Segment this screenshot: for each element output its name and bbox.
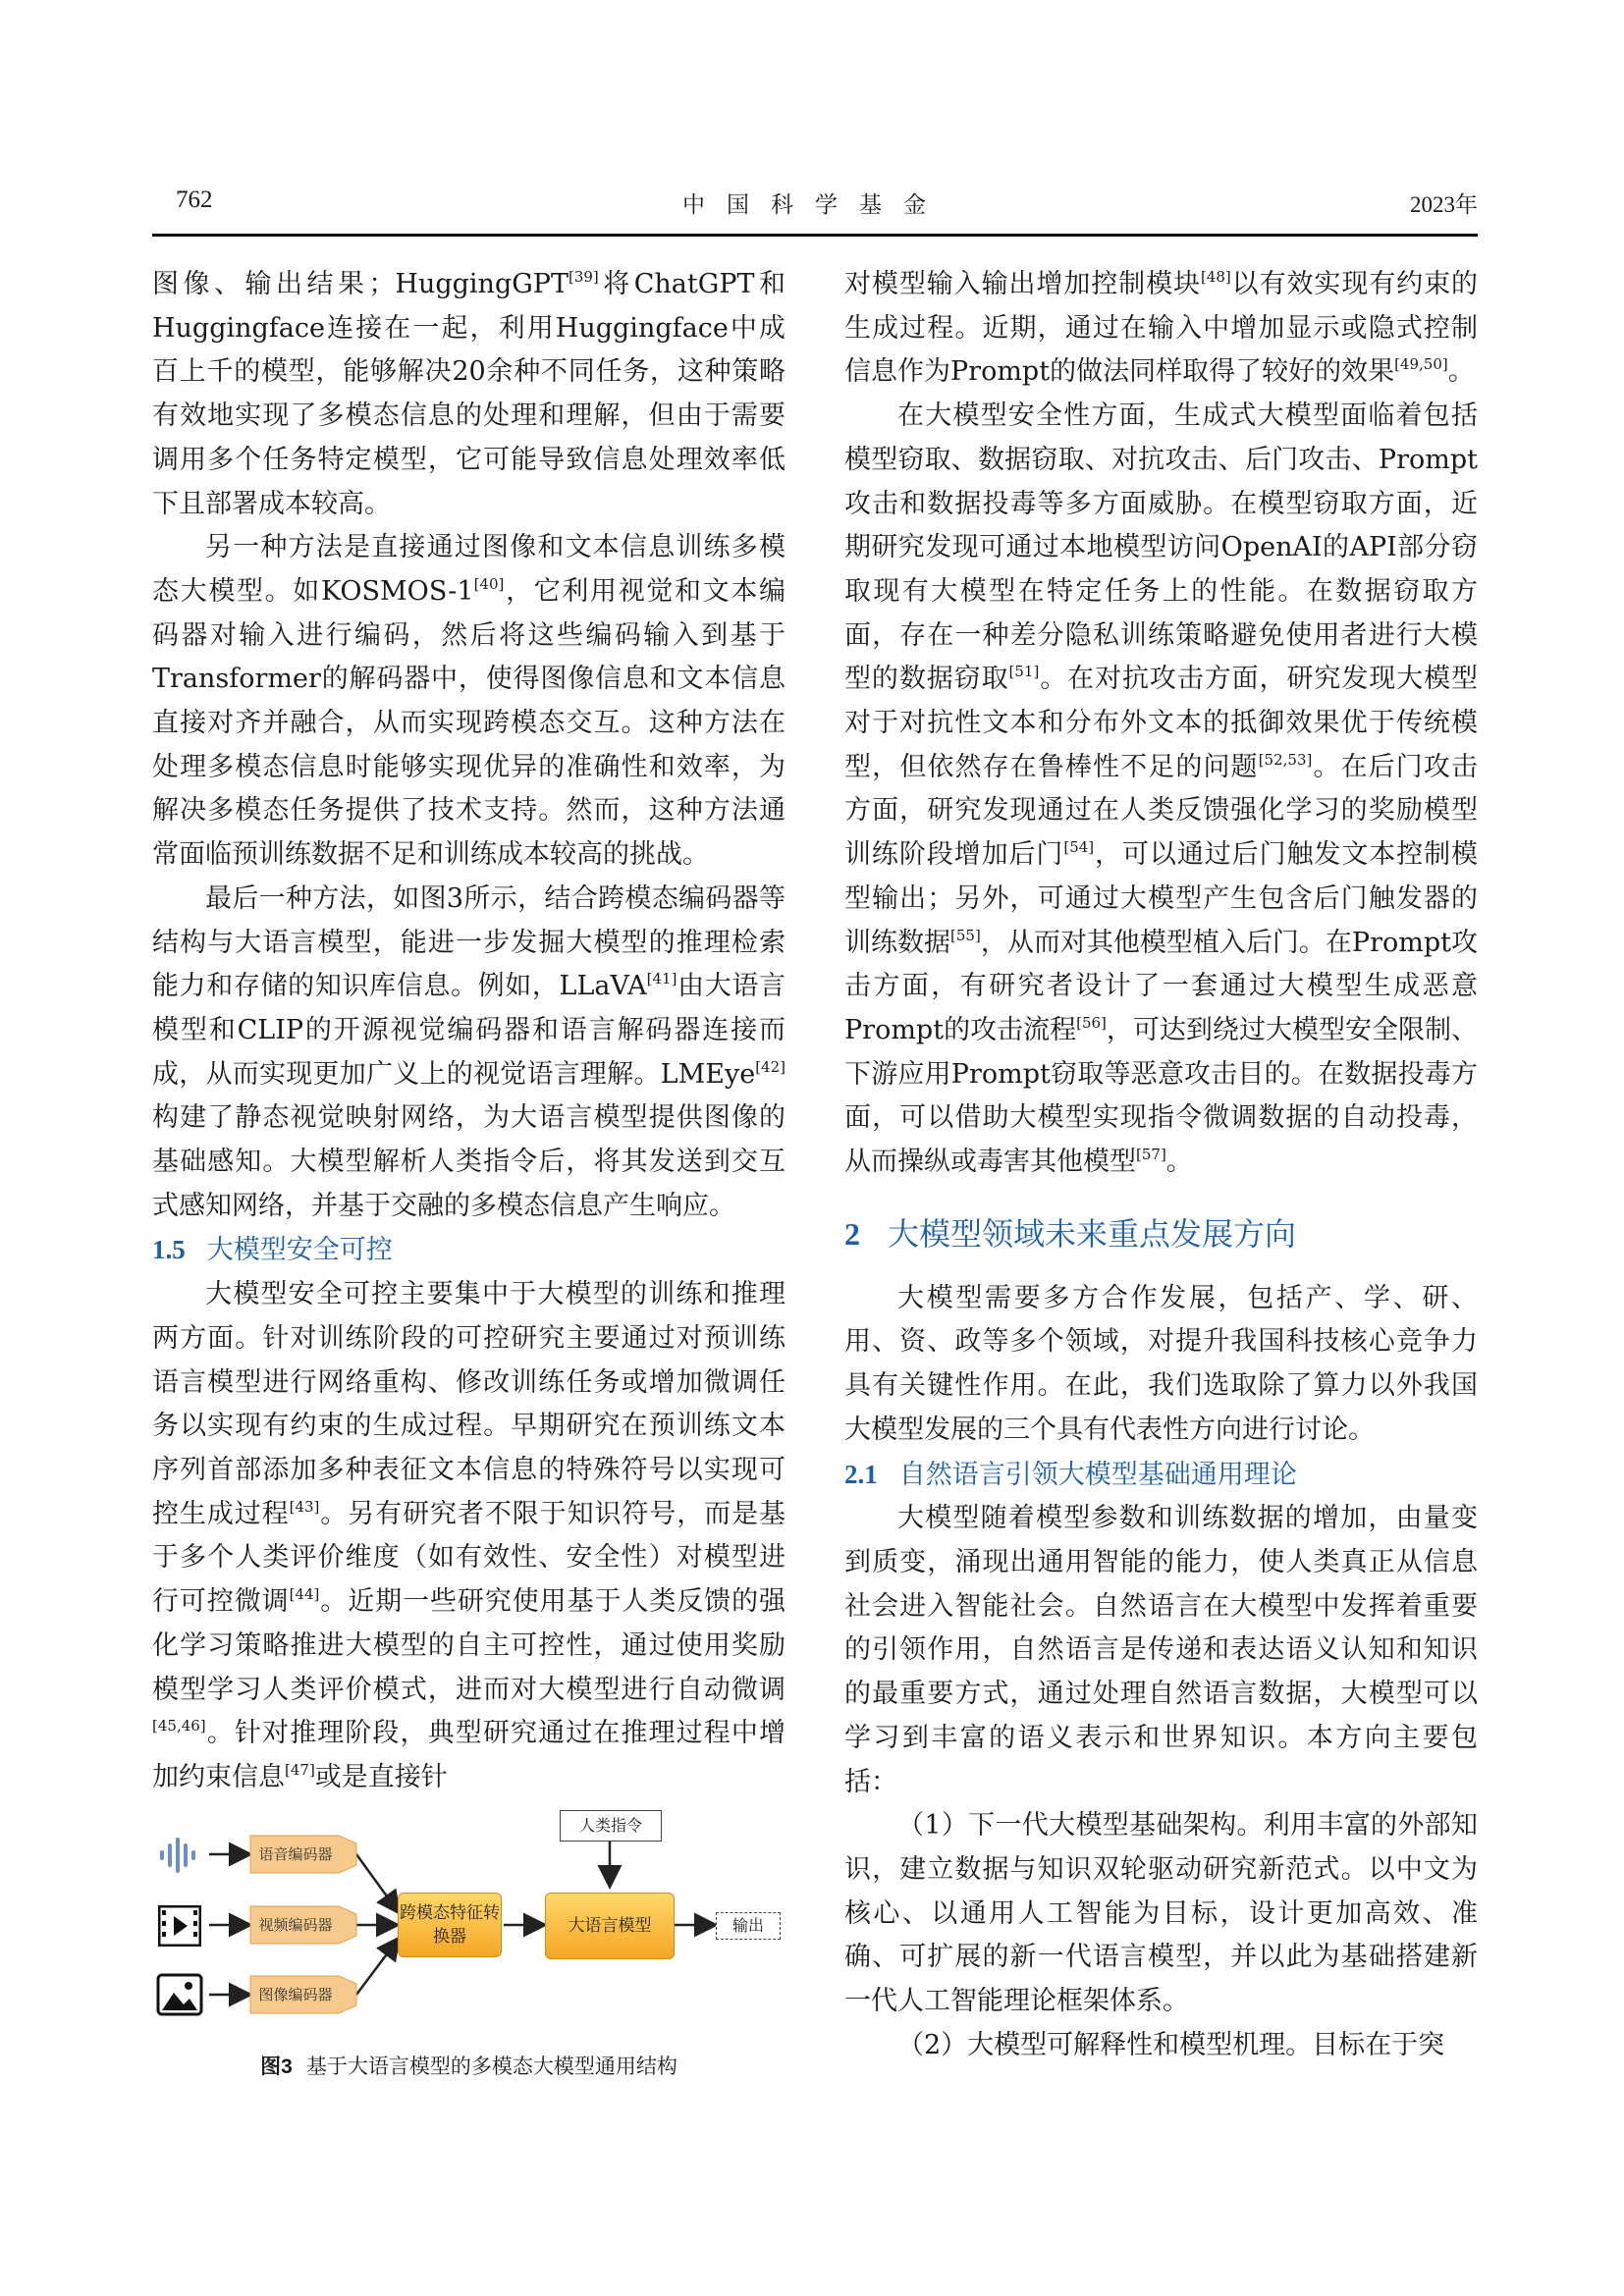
citation[interactable]: [57] bbox=[1136, 1146, 1166, 1164]
journal-title: 中国科学基金 bbox=[682, 192, 947, 218]
citation[interactable]: [45,46] bbox=[152, 1717, 206, 1735]
section-heading-1-5: 1.5 大模型安全可控 bbox=[152, 1235, 393, 1266]
citation[interactable]: [52,53] bbox=[1258, 750, 1313, 769]
paragraph: （2）大模型可解释性和模型机理。目标在于突 bbox=[897, 2029, 1445, 2060]
citation[interactable]: [54] bbox=[1063, 838, 1095, 857]
figure-caption: 图3 基于大语言模型的多模态大模型通用结构 bbox=[260, 2054, 677, 2078]
paragraph: 大模型随着模型参数和训练数据的增加，由量变到质变，涌现出通用智能的能力，使人类真正从信息社会进入智能社会。自然语言在大模型中发挥着重要的引领作用，自然语言是传递和表达语义认知和知识的最重要方式，通过处理自然语言数据，大模型可以学习到丰富的语义表示和世界知识。本方向主要包括： bbox=[844, 1503, 1478, 1797]
output-box: 输出 bbox=[716, 1912, 781, 1940]
citation[interactable]: [43] bbox=[289, 1497, 320, 1516]
citation[interactable]: [42] bbox=[755, 1057, 785, 1076]
citation[interactable]: [41] bbox=[646, 970, 677, 988]
speech-encoder: 语音编码器 bbox=[258, 1844, 333, 1863]
citation[interactable]: [47] bbox=[285, 1760, 315, 1779]
image-encoder: 图像编码器 bbox=[258, 1985, 333, 2003]
cross-modal-converter: 跨模态特征转换器 bbox=[398, 1893, 502, 1957]
citation[interactable]: [51] bbox=[1008, 663, 1040, 681]
image-icon bbox=[156, 1973, 203, 2031]
video-icon bbox=[158, 1905, 201, 1961]
paragraph: 对模型输入输出增加控制模块[48]以有效实现有约束的生成过程。近期，通过在输入中增加显示或隐式控制信息作为Prompt的做法同样取得了较好的效果[49,50]。 bbox=[844, 268, 1479, 388]
human-instruction-box: 人类指令 bbox=[560, 1810, 662, 1842]
page-number: 762 bbox=[176, 187, 213, 213]
paragraph: 最后一种方法，如图3所示，结合跨模态编码器等结构与大语言模型，能进一步发掘大模型的推理检索能力和存储的知识库信息。例如，LLaVA[41]由大语言模型和CLIP的开源视觉编码器和语言解码器连接而成，从而实现更加广义上的视觉语言理解。LMEye[42]构建了静态视觉映射网络，为大语言模型提供图像的基础感知。大模型解析人类指令后，将其发送到交互式感知网络，并基于交融的多模态信息产生响应。 bbox=[152, 882, 785, 1221]
llm-box: 大语言模型 bbox=[545, 1893, 675, 1959]
page-header bbox=[152, 187, 1478, 226]
paragraph: （1）下一代大模型基础架构。利用丰富的外部知识，建立数据与知识双轮驱动研究新范式。以中文为核心、以通用人工智能为目标，设计更加高效、准确、可扩展的新一代语言模型，并以此为基础搭建新一代人工智能理论框架体系。 bbox=[844, 1810, 1478, 2017]
paragraph: 另一种方法是直接通过图像和文本信息训练多模态大模型。如KOSMOS-1[40]，它利用视觉和文本编码器对输入进行编码，然后将这些编码输入到基于Transformer的解码器中，使得图像信息和文本信息直接对齐并融合，从而实现跨模态交互。这种方法在处理多模态信息时能够实现优异的准确性和效率，为解决多模态任务提供了技术支持。然而，这种方法通常面临预训练数据不足和训练成本较高的挑战。 bbox=[152, 532, 785, 871]
audio-icon bbox=[158, 1836, 201, 1890]
header-rule bbox=[152, 234, 1478, 237]
citation[interactable]: [44] bbox=[289, 1585, 320, 1604]
section-heading-2: 2 大模型领域未来重点发展方向 bbox=[844, 1214, 1297, 1253]
section-heading-2-1: 2.1 自然语言引领大模型基础通用理论 bbox=[844, 1459, 1297, 1490]
video-encoder: 视频编码器 bbox=[258, 1915, 333, 1934]
citation[interactable]: [55] bbox=[950, 926, 981, 944]
citation[interactable]: [56] bbox=[1076, 1013, 1107, 1032]
paragraph: 大模型安全可控主要集中于大模型的训练和推理两方面。针对训练阶段的可控研究主要通过对预训练语言模型进行网络重构、修改训练任务或增加微调任务以实现有约束的生成过程。早期研究在预训练文本序列首部添加多种表征文本信息的特殊符号以实现可控生成过程[43]。另有研究者不限于知识符号，而是基于多个人类评价维度（如有效性、安全性）对模型进行可控微调[44]。近期一些研究使用基于人类反馈的强化学习策略推进大模型的自主可控性，通过使用奖励模型学习人类评价模式，进而对大模型进行自动微调[45,46]。针对推理阶段，典型研究通过在推理过程中增加约束信息[47]或是直接针 bbox=[152, 1279, 786, 1792]
citation[interactable]: [39] bbox=[568, 268, 599, 286]
issue-year: 2023年 bbox=[1410, 192, 1478, 217]
figure-3-diagram bbox=[152, 1810, 785, 2046]
paragraph: 图像、输出结果；HuggingGPT[39]将ChatGPT和Huggingface连接在一起，利用Huggingface中成百上千的模型，能够解决20余种不同任务，这种策略有效地实现了多模态信息的处理和理解，但由于需要调用多个任务特定模型，它可能导致信息处理效率低下且部署成本较高。 bbox=[152, 268, 785, 519]
right-column bbox=[844, 263, 1478, 2067]
citation[interactable]: [40] bbox=[473, 574, 505, 593]
citation[interactable]: [48] bbox=[1200, 268, 1231, 286]
left-column bbox=[152, 263, 785, 2084]
paragraph: 在大模型安全性方面，生成式大模型面临着包括模型窃取、数据窃取、对抗攻击、后门攻击、Prompt攻击和数据投毒等多方面威胁。在模型窃取方面，近期研究发现可通过本地模型访问OpenAI的API部分窃取现有大模型在特定任务上的性能。在数据窃取方面，存在一种差分隐私训练策略避免使用者进行大模型的数据窃取[51]。在对抗攻击方面，研究发现大模型对于对抗性文本和分布外文本的抵御效果优于传统模型，但依然存在鲁棒性不足的问题[52,53]。在后门攻击方面，研究发现通过在人类反馈强化学习的奖励模型训练阶段增加后门[54]，可以通过后门触发文本控制模型输出；另外，可通过大模型产生包含后门触发器的训练数据[55]，从而对其他模型植入后门。在Prompt攻击方面，有研究者设计了一套通过大模型生成恶意Prompt的攻击流程[56]，可达到绕过大模型安全限制、下游应用Prompt窃取等恶意攻击目的。在数据投毒方面，可以借助大模型实现指令微调数据的自动投毒，从而操纵或毒害其他模型[57]。 bbox=[844, 400, 1479, 1178]
paragraph: 大模型需要多方合作发展，包括产、学、研、用、资、政等多个领域，对提升我国科技核心竞争力具有关键性作用。在此，我们选取除了算力以外我国大模型发展的三个具有代表性方向进行讨论。 bbox=[844, 1282, 1478, 1445]
citation[interactable]: [49,50] bbox=[1394, 355, 1448, 374]
